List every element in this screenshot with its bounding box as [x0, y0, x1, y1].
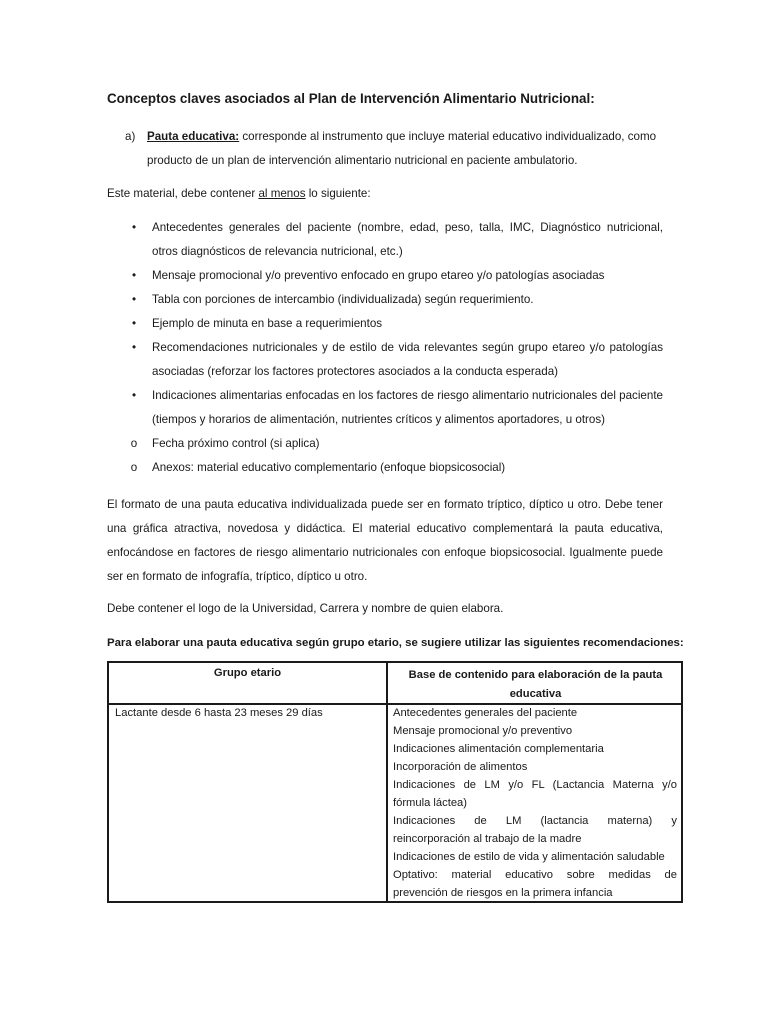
bullet-marker: • — [131, 221, 137, 234]
content-line: reincorporación al trabajo de la madre — [393, 833, 582, 845]
content-line: Incorporación de alimentos — [393, 761, 528, 773]
list-item-text: Indicaciones alimentarias enfocadas en los factores de riesgo alimentario nutricionales del paciente (tiempos y horarios de alimentación, nutrientes críticos y alimentos aportadores, u otros) — [152, 389, 663, 426]
definition-body — [147, 125, 665, 173]
content-line: prevención de riesgos en la primera infancia — [393, 887, 613, 899]
intro-after: lo siguiente: — [305, 187, 371, 200]
requirements-list — [107, 216, 663, 480]
list-item-text: Tabla con porciones de intercambio (individualizada) según requerimiento. — [152, 293, 534, 306]
intro-paragraph — [107, 182, 663, 206]
list-item — [107, 456, 663, 480]
header-group: Grupo etario — [213, 667, 282, 679]
content-line: Indicaciones de estilo de vida y alimentación saludable — [393, 851, 665, 863]
bullet-marker: • — [131, 389, 137, 402]
content-line: Indicaciones alimentación complementaria — [393, 743, 604, 755]
format-paragraph: El formato de una pauta educativa individualizada puede ser en formato tríptico, díptico u otro. Debe tener una gráfica atractiva, novedosa y didáctica. El material educativo complementará la pauta educativa, enfocándose en factores de riesgo alimentario nutricionales con enfoque biopsicosocial. Igualmente puede ser en formato de infografía, tríptico, díptico u otro. — [107, 498, 663, 583]
intro-underlined: al menos — [258, 187, 306, 200]
list-item-text: Antecedentes generales del paciente (nombre, edad, peso, talla, IMC, Diagnóstico nutricional, otros diagnósticos de relevancia nutricional, etc.) — [152, 221, 663, 258]
list-item-text: Ejemplo de minuta en base a requerimientos — [152, 317, 383, 330]
list-item — [107, 216, 663, 264]
section-heading: Conceptos claves asociados al Plan de Intervención Alimentario Nutricional: — [107, 91, 595, 106]
list-item — [107, 384, 663, 432]
definition-term: Pauta educativa: — [147, 130, 240, 143]
content-line: Mensaje promocional y/o preventivo — [393, 725, 573, 737]
list-item — [107, 312, 663, 336]
definition-text: corresponde al instrumento que incluye material educativo individualizado, como producto de un plan de intervención alimentario nutricional en paciente ambulatorio. — [147, 130, 657, 167]
bullet-marker: o — [130, 461, 138, 474]
cell-group: Lactante desde 6 hasta 23 meses 29 días — [115, 707, 323, 719]
content-line: Optativo: material educativo sobre medidas de — [393, 869, 677, 881]
list-item-text: Anexos: material educativo complementario (enfoque biopsicosocial) — [152, 461, 506, 474]
bullet-marker: o — [130, 437, 138, 450]
recommendations-table — [107, 661, 683, 903]
item-marker: a) — [125, 130, 136, 143]
bullet-marker: • — [131, 269, 137, 282]
intro-before: Este material, debe contener — [107, 187, 259, 200]
list-item — [107, 264, 663, 288]
bullet-marker: • — [131, 317, 137, 330]
content-line: Indicaciones de LM (lactancia materna) y — [393, 815, 677, 827]
bullet-marker: • — [131, 293, 137, 306]
bullet-marker: • — [131, 341, 137, 354]
recommendations-heading: Para elaborar una pauta educativa según grupo etario, se sugiere utilizar las siguientes recomendaciones: — [107, 637, 684, 649]
content-line: Antecedentes generales del paciente — [393, 707, 578, 719]
header-content: Base de contenido para elaboración de la pauta educativa — [408, 669, 663, 700]
list-item-text: Fecha próximo control (si aplica) — [152, 437, 320, 450]
list-item — [107, 336, 663, 384]
definition-item — [125, 125, 665, 173]
cell-content — [393, 704, 677, 902]
content-line: fórmula láctea) — [393, 797, 467, 809]
logo-paragraph: Debe contener el logo de la Universidad, Carrera y nombre de quien elabora. — [107, 602, 504, 615]
list-item-text: Recomendaciones nutricionales y de estilo de vida relevantes según grupo etareo y/o patologías asociadas (reforzar los factores protectores asociados a la conducta esperada) — [152, 341, 663, 378]
content-line: Indicaciones de LM y/o FL (Lactancia Materna y/o — [393, 779, 677, 791]
list-item-text: Mensaje promocional y/o preventivo enfocado en grupo etareo y/o patologías asociadas — [152, 269, 605, 282]
list-item — [107, 432, 663, 456]
list-item — [107, 288, 663, 312]
